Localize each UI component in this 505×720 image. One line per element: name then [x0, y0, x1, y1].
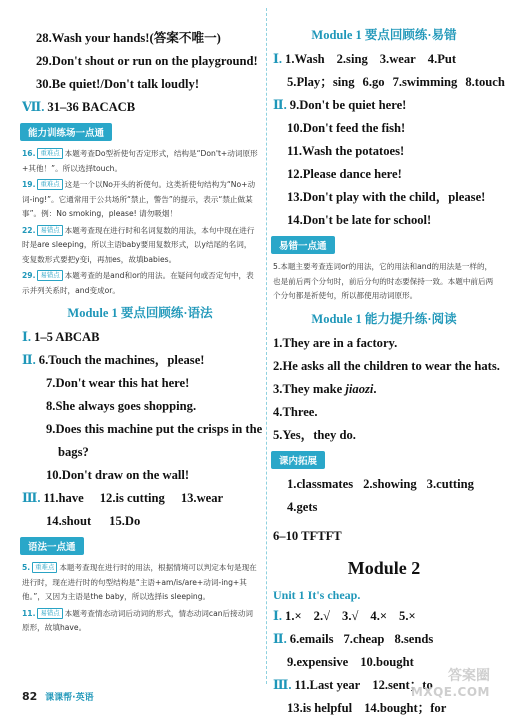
unit-1-title: Unit 1 It's cheap. — [273, 587, 361, 602]
extension-answers-6-10: 6–10 TFTFT — [273, 528, 342, 543]
right-answer-12: 12.Please dance here! — [287, 167, 402, 181]
section-i — [22, 326, 258, 349]
reading-answer-3 — [273, 378, 495, 401]
answer-12: 12.is cutting — [99, 491, 165, 505]
answer-30: 30.Be quiet!/Don't talk loudly! — [36, 77, 200, 91]
answer-6-text: 6.Touch the machines，please! — [38, 353, 205, 367]
reading-answer-5: 5.Yes，they do. — [273, 427, 356, 442]
m2-answer-6: 6.emails — [289, 631, 334, 646]
column-divider — [266, 8, 267, 684]
m2-answer-4: 4.× — [370, 608, 388, 623]
note-5-text: 本题考查现在进行时的用法，根据情境可以判定本句是现在进行时，现在进行时的句型结构是“主语+am/is/are+动词-ing+其他。”，又因为主语是the baby，所以选择is sleeping。 — [22, 563, 257, 601]
m2-roman-ii: Ⅱ. — [273, 631, 287, 646]
book-title: 课课帮·英语 — [45, 693, 94, 703]
m2-answer-13: 13.is helpful — [287, 700, 353, 715]
right-answer-13: 13.Don't play with the child，please! — [287, 190, 486, 204]
banner-extension: 课内拓展 — [271, 451, 325, 469]
note-16-tag: 重难点 — [37, 148, 62, 159]
answer-7: 7.Don't wear this hat here! — [46, 376, 190, 390]
left-column — [22, 0, 263, 636]
answer-10: 10.Don't draw on the wall! — [46, 468, 190, 482]
module-2-title: Module 2 — [347, 557, 421, 578]
right-roman-ii: Ⅱ. — [273, 98, 287, 112]
roman-i: Ⅰ. — [22, 330, 32, 344]
note-19-tag: 重难点 — [37, 179, 62, 190]
right-section-i-row2 — [273, 71, 505, 94]
right-answer-14: 14.Don't be late for school! — [287, 213, 432, 227]
m2-answer-8: 8.sends — [394, 631, 434, 646]
note-16 — [22, 147, 258, 176]
reading-answer-1: 1.They are in a factory. — [273, 335, 398, 350]
m2-answer-9: 9.expensive — [287, 654, 349, 669]
note-29-number: 29. — [22, 271, 36, 280]
note-11-text: 本题考查情态动词后动词的形式，情态动词can后接动词原形，故填have。 — [22, 608, 253, 632]
m2-answer-14: 14.bought；for — [364, 700, 447, 715]
answer-28: 28.Wash your hands!(答案不唯一) — [36, 31, 221, 45]
banner-grammar-tip: 语法一点通 — [20, 537, 84, 555]
note-22 — [22, 224, 258, 268]
banner-error-tip: 易错一点通 — [271, 236, 335, 254]
watermark-logo — [411, 668, 490, 700]
answer-15: 15.Do — [109, 514, 141, 528]
note-29-text: 本题考查的是and和or的用法。在疑问句或否定句中，表示并列关系时，and变成or。 — [22, 271, 254, 295]
m2-answer-5: 5.× — [399, 608, 416, 623]
banner-ability-training: 能力训练场一点通 — [20, 123, 112, 141]
right-section-i-row1 — [273, 48, 495, 71]
roman-ii: Ⅱ. — [22, 353, 36, 367]
page-number: 82 — [22, 690, 38, 703]
right-note-5: 5.本题主要考查连词or的用法，它的用法和and的用法是一样的，也是前后两个分句时，前后分句的时态要保持一致。本题中前后两个分句都是祈使句，所以都使用动词原形。 — [273, 262, 494, 300]
note-11-tag: 易错点 — [37, 608, 62, 619]
right-column — [273, 0, 505, 720]
section-vii — [22, 96, 258, 119]
section-title-reading: Module 1 能力提升练·阅读 — [311, 311, 457, 326]
right-answer-9-row — [273, 94, 495, 117]
note-19 — [22, 178, 258, 222]
roman-iii: Ⅲ. — [22, 491, 41, 505]
right-answer-3: 3.wear — [379, 52, 416, 66]
watermark-line-1: 答案圈 — [448, 668, 490, 684]
answer-29: 29.Don't shout or run on the playground! — [36, 54, 258, 68]
answer-14: 14.shout — [46, 514, 92, 528]
right-answer-9: 9.Don't be quiet here! — [289, 98, 407, 112]
reading-answer-3-post: . — [373, 381, 377, 396]
m2-answer-10: 10.bought — [360, 654, 414, 669]
watermark-line-2: MXQE.COM — [410, 685, 490, 699]
answer-11: 11.have — [43, 491, 84, 505]
note-5-tag: 重难点 — [32, 562, 57, 573]
reading-answer-2: 2.He asks all the children to wear the hats. — [273, 358, 500, 373]
section-i-answers: 1–5 ABCAB — [34, 330, 100, 344]
note-22-number: 22. — [22, 225, 36, 235]
note-19-number: 19. — [22, 180, 36, 189]
reading-answer-4: 4.Three. — [273, 404, 318, 419]
answer-8: 8.She always goes shopping. — [46, 399, 197, 413]
right-answer-11: 11.Wash the potatoes! — [287, 144, 405, 158]
answer-9-cont: bags? — [58, 445, 89, 459]
m2-answer-1: 1.× — [285, 608, 302, 623]
extension-answer-1: 1.classmates — [287, 476, 354, 491]
roman-vii: Ⅶ. — [22, 100, 45, 114]
section-iii — [22, 487, 258, 510]
note-22-tag: 易错点 — [37, 225, 62, 236]
page-footer — [22, 690, 94, 703]
right-answer-10: 10.Don't feed the fish! — [287, 121, 406, 135]
m2-roman-i: Ⅰ. — [273, 608, 283, 623]
answer-9: 9.Does this machine put the crisps in the — [46, 422, 263, 436]
section-title-grammar: Module 1 要点回顾练·语法 — [67, 306, 213, 320]
m2-section-ii — [273, 628, 495, 651]
note-16-number: 16. — [22, 149, 36, 158]
reading-answer-3-word: jiaozi — [345, 381, 374, 396]
note-16-text: 本题考查Do型祈使句否定形式，结构是“Don't+动词原形+其他！”。所以选择touch。 — [22, 149, 258, 173]
right-roman-i: Ⅰ. — [273, 52, 283, 66]
extension-answer-4: 4.gets — [287, 499, 318, 514]
m2-answer-12: 12.sent；to — [372, 677, 433, 692]
note-19-text: 这是一个以No开头的祈使句。这类祈使句结构为“No+动词-ing!”。它通常用于公共场所“禁止，警告”的提示，表示“禁止做某事”。例：No smoking，please! 请勿吸烟！ — [22, 180, 256, 218]
note-29 — [22, 269, 258, 298]
right-answer-1: 1.Wash — [285, 52, 325, 66]
extension-answer-2: 2.showing — [363, 476, 417, 491]
note-11-number: 11. — [22, 608, 36, 618]
m2-answer-7: 7.cheap — [343, 631, 385, 646]
extension-answer-3: 3.cutting — [426, 476, 474, 491]
right-answer-2: 2.sing — [336, 52, 368, 66]
answers-14-15 — [22, 510, 258, 533]
extension-row1 — [273, 473, 495, 496]
note-11 — [22, 607, 258, 636]
m2-answer-3: 3.√ — [342, 608, 359, 623]
m2-answer-2: 2.√ — [313, 608, 331, 623]
section-vii-answers: 31–36 BACACB — [47, 100, 136, 114]
right-answer-4: 4.Put — [427, 52, 457, 66]
right-answer-5: 5.Play；sing — [287, 75, 355, 89]
right-answer-8: 8.touch — [465, 75, 505, 89]
answer-13: 13.wear — [180, 491, 224, 505]
note-5 — [22, 561, 258, 605]
m2-roman-iii: Ⅲ. — [273, 677, 292, 692]
right-answer-6: 6.go — [362, 75, 385, 89]
right-answer-7: 7.swimming — [392, 75, 458, 89]
reading-answer-3-pre: 3.They make — [273, 381, 346, 396]
note-22-text: 本题考查现在进行时和名词复数的用法，本句中现在进行时是are sleeping，所以主语baby要用复数形式，以y结尾的名词，变复数形式要把y变i，再加es，故填babies。 — [22, 225, 255, 264]
m2-section-i — [273, 605, 495, 628]
m2-answer-11: 11.Last year — [294, 677, 361, 692]
note-5-number: 5. — [22, 563, 31, 572]
note-29-tag: 易错点 — [37, 270, 62, 281]
section-title-errors: Module 1 要点回顾练·易错 — [311, 28, 457, 42]
answer-6 — [22, 349, 258, 372]
